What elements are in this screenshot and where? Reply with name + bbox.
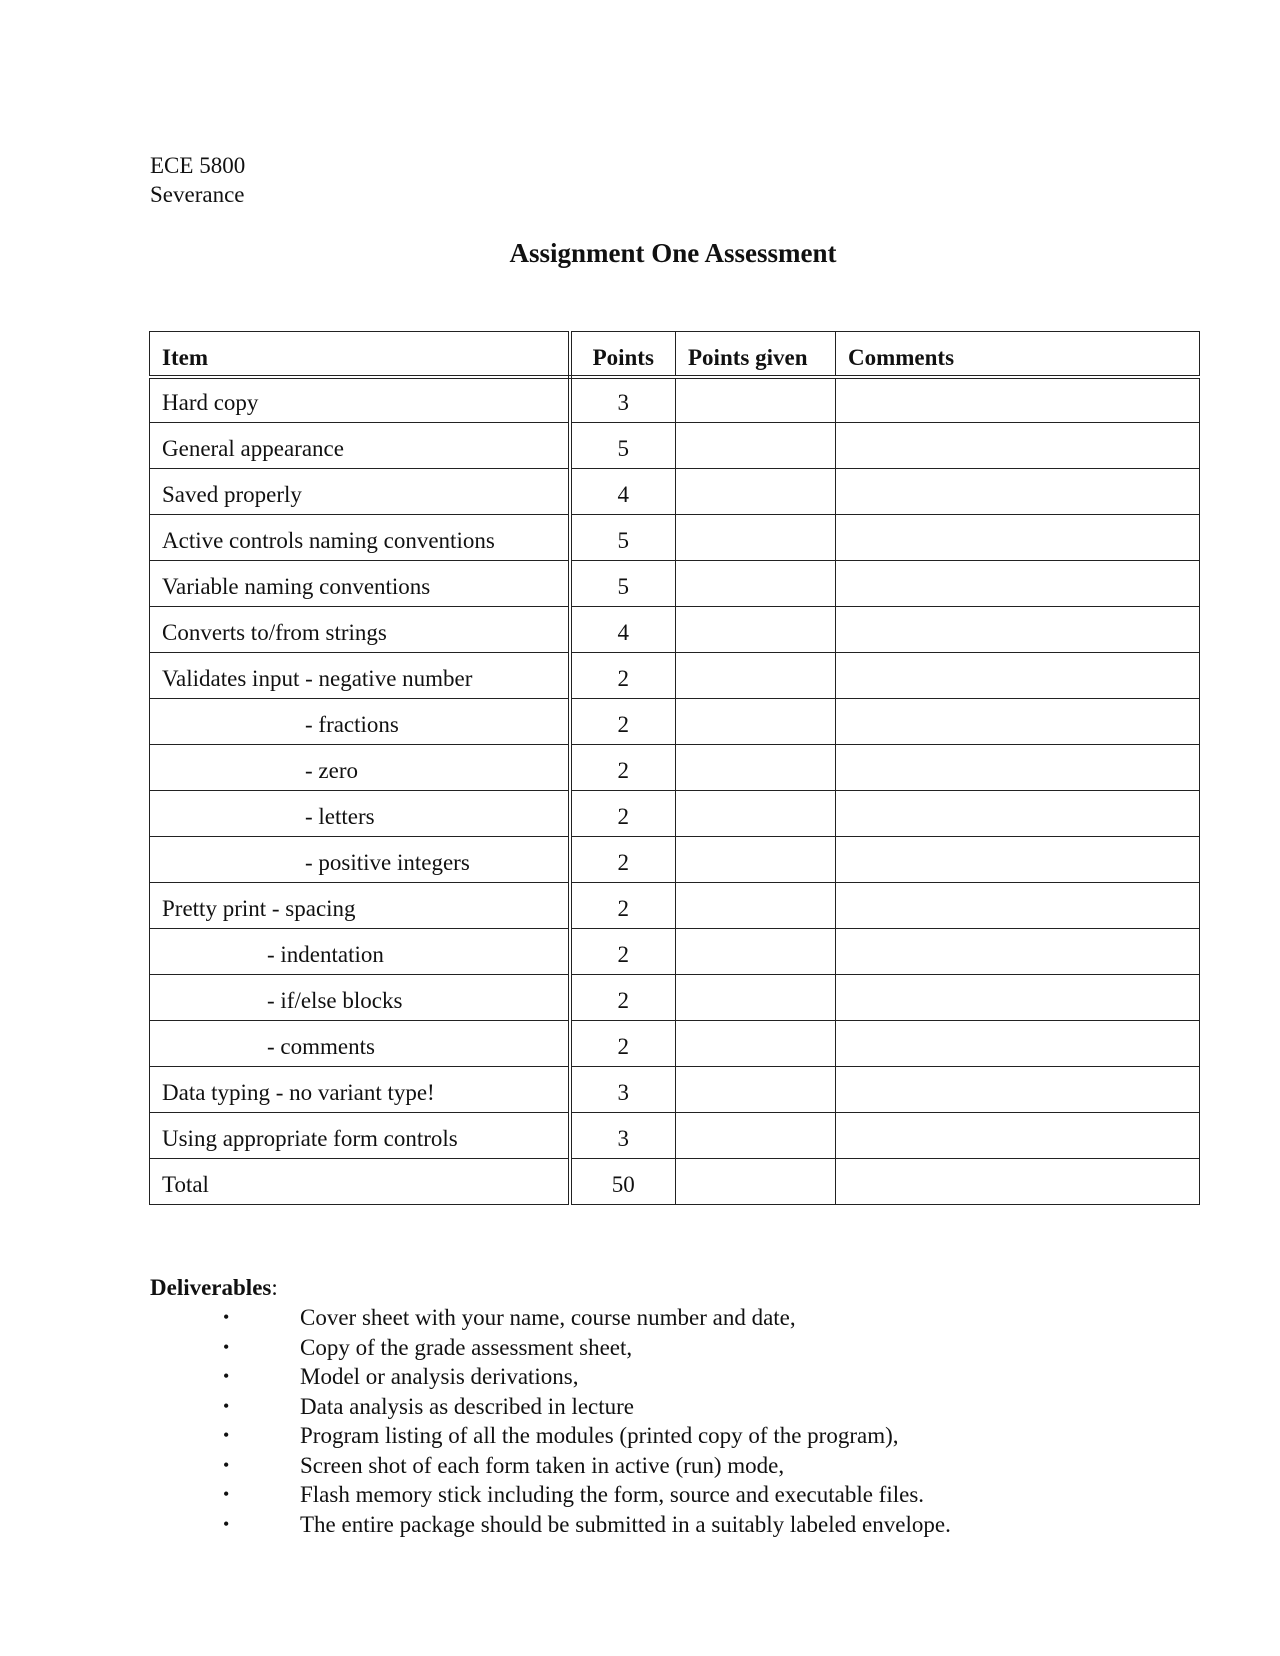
comments-cell[interactable]: [836, 791, 1200, 837]
points-given-cell[interactable]: [676, 1159, 836, 1205]
points-cell: 4: [570, 469, 676, 515]
item-cell: - comments: [150, 1021, 570, 1067]
deliverable-text: Data analysis as described in lecture: [300, 1393, 635, 1419]
item-cell: Converts to/from strings: [150, 607, 570, 653]
table-body: [150, 377, 1200, 1205]
points-cell: 2: [570, 745, 676, 791]
table-row: [150, 791, 1200, 837]
bullet-icon: •: [223, 1484, 230, 1504]
table-row: [150, 929, 1200, 975]
points-given-cell[interactable]: [676, 607, 836, 653]
item-cell: Variable naming conventions: [150, 561, 570, 607]
list-item: [0, 1392, 951, 1422]
points-cell: 5: [570, 515, 676, 561]
comments-cell[interactable]: [836, 929, 1200, 975]
comments-cell[interactable]: [836, 653, 1200, 699]
column-header-comments: Comments: [836, 332, 1200, 377]
item-cell: Total: [150, 1159, 570, 1205]
deliverable-text: Screen shot of each form taken in active (run) mode,: [300, 1452, 785, 1478]
points-cell: 3: [570, 1113, 676, 1159]
item-cell: - indentation: [150, 929, 570, 975]
table-row: [150, 377, 1200, 423]
points-cell: 2: [570, 837, 676, 883]
comments-cell[interactable]: [836, 745, 1200, 791]
column-header-item: Item: [150, 332, 570, 377]
list-item: [0, 1480, 951, 1510]
bullet-icon: •: [223, 1395, 230, 1416]
item-cell: General appearance: [150, 423, 570, 469]
deliverable-text: Copy of the grade assessment sheet,: [300, 1334, 633, 1360]
comments-cell[interactable]: [836, 975, 1200, 1021]
comments-cell[interactable]: [836, 607, 1200, 653]
comments-cell[interactable]: [836, 1159, 1200, 1205]
comments-cell[interactable]: [836, 469, 1200, 515]
table-row: [150, 607, 1200, 653]
points-cell: 2: [570, 791, 676, 837]
points-given-cell[interactable]: [676, 745, 836, 791]
table-row: [150, 653, 1200, 699]
points-given-cell[interactable]: [676, 791, 836, 837]
item-cell: Using appropriate form controls: [150, 1113, 570, 1159]
points-given-cell[interactable]: [676, 423, 836, 469]
table-row: [150, 515, 1200, 561]
bullet-icon: •: [223, 1366, 230, 1386]
table-row: [150, 837, 1200, 883]
item-cell: Active controls naming conventions: [150, 515, 570, 561]
table-row: [150, 1159, 1200, 1205]
deliverable-text: Program listing of all the modules (printed copy of the program),: [300, 1423, 899, 1448]
deliverable-text: The entire package should be submitted in a suitably labeled envelope.: [300, 1511, 951, 1537]
deliverables-colon: :: [271, 1275, 278, 1300]
points-given-cell[interactable]: [676, 469, 836, 515]
points-cell: 2: [570, 1021, 676, 1067]
points-given-cell[interactable]: [676, 929, 836, 975]
bullet-icon: •: [223, 1425, 230, 1445]
points-given-cell[interactable]: [676, 1113, 836, 1159]
item-cell: - zero: [150, 745, 570, 791]
table-row: [150, 561, 1200, 607]
points-cell: 3: [570, 1067, 676, 1113]
assessment-table: [149, 331, 1200, 1205]
course-number: ECE 5800: [150, 153, 246, 178]
item-cell: Validates input - negative number: [150, 653, 570, 699]
comments-cell[interactable]: [836, 423, 1200, 469]
points-cell: 5: [570, 561, 676, 607]
points-given-cell[interactable]: [676, 837, 836, 883]
points-cell: 2: [570, 883, 676, 929]
table-row: [150, 1021, 1200, 1067]
points-cell: 2: [570, 975, 676, 1021]
points-cell: 50: [570, 1159, 676, 1205]
comments-cell[interactable]: [836, 515, 1200, 561]
points-given-cell[interactable]: [676, 699, 836, 745]
bullet-icon: •: [223, 1307, 230, 1327]
bullet-icon: •: [223, 1454, 230, 1475]
comments-cell[interactable]: [836, 561, 1200, 607]
list-item: [0, 1303, 951, 1333]
comments-cell[interactable]: [836, 883, 1200, 929]
table-row: [150, 975, 1200, 1021]
points-given-cell[interactable]: [676, 561, 836, 607]
comments-cell[interactable]: [836, 1021, 1200, 1067]
points-given-cell[interactable]: [676, 883, 836, 929]
item-cell: - fractions: [150, 699, 570, 745]
item-cell: Saved properly: [150, 469, 570, 515]
points-cell: 3: [570, 377, 676, 423]
page-title: Assignment One Assessment: [509, 238, 837, 268]
points-given-cell[interactable]: [676, 377, 836, 423]
item-cell: Data typing - no variant type!: [150, 1067, 570, 1113]
points-given-cell[interactable]: [676, 515, 836, 561]
points-cell: 5: [570, 423, 676, 469]
table-row: [150, 423, 1200, 469]
points-cell: 2: [570, 929, 676, 975]
table-row: [150, 1067, 1200, 1113]
comments-cell[interactable]: [836, 1067, 1200, 1113]
points-cell: 2: [570, 653, 676, 699]
bullet-icon: •: [223, 1336, 230, 1357]
column-header-points-given: Points given: [676, 332, 836, 377]
list-item: [0, 1333, 951, 1363]
points-cell: 2: [570, 699, 676, 745]
deliverable-text: Cover sheet with your name, course number and date,: [300, 1305, 796, 1330]
points-cell: 4: [570, 607, 676, 653]
table-header-row: [150, 332, 1200, 377]
deliverables-list: [0, 1303, 951, 1539]
deliverable-text: Model or analysis derivations,: [300, 1364, 579, 1389]
list-item: [0, 1362, 951, 1392]
column-header-points: Points: [570, 332, 676, 377]
instructor-name: Severance: [150, 182, 245, 207]
deliverables-label: Deliverables: [150, 1275, 272, 1300]
item-cell: - positive integers: [150, 837, 570, 883]
item-cell: Hard copy: [150, 377, 570, 423]
item-cell: - if/else blocks: [150, 975, 570, 1021]
item-cell: - letters: [150, 791, 570, 837]
list-item: [0, 1510, 951, 1540]
list-item: [0, 1421, 951, 1451]
table-row: [150, 745, 1200, 791]
list-item: [0, 1451, 951, 1481]
comments-cell[interactable]: [836, 699, 1200, 745]
comments-cell[interactable]: [836, 377, 1200, 423]
comments-cell[interactable]: [836, 1113, 1200, 1159]
deliverables-heading: [150, 1275, 278, 1301]
bullet-icon: •: [223, 1513, 230, 1534]
comments-cell[interactable]: [836, 837, 1200, 883]
table-row: [150, 469, 1200, 515]
points-given-cell[interactable]: [676, 1021, 836, 1067]
table-row: [150, 883, 1200, 929]
item-cell: Pretty print - spacing: [150, 883, 570, 929]
deliverable-text: Flash memory stick including the form, source and executable files.: [300, 1482, 925, 1507]
points-given-cell[interactable]: [676, 975, 836, 1021]
table-row: [150, 1113, 1200, 1159]
points-given-cell[interactable]: [676, 653, 836, 699]
points-given-cell[interactable]: [676, 1067, 836, 1113]
table-row: [150, 699, 1200, 745]
